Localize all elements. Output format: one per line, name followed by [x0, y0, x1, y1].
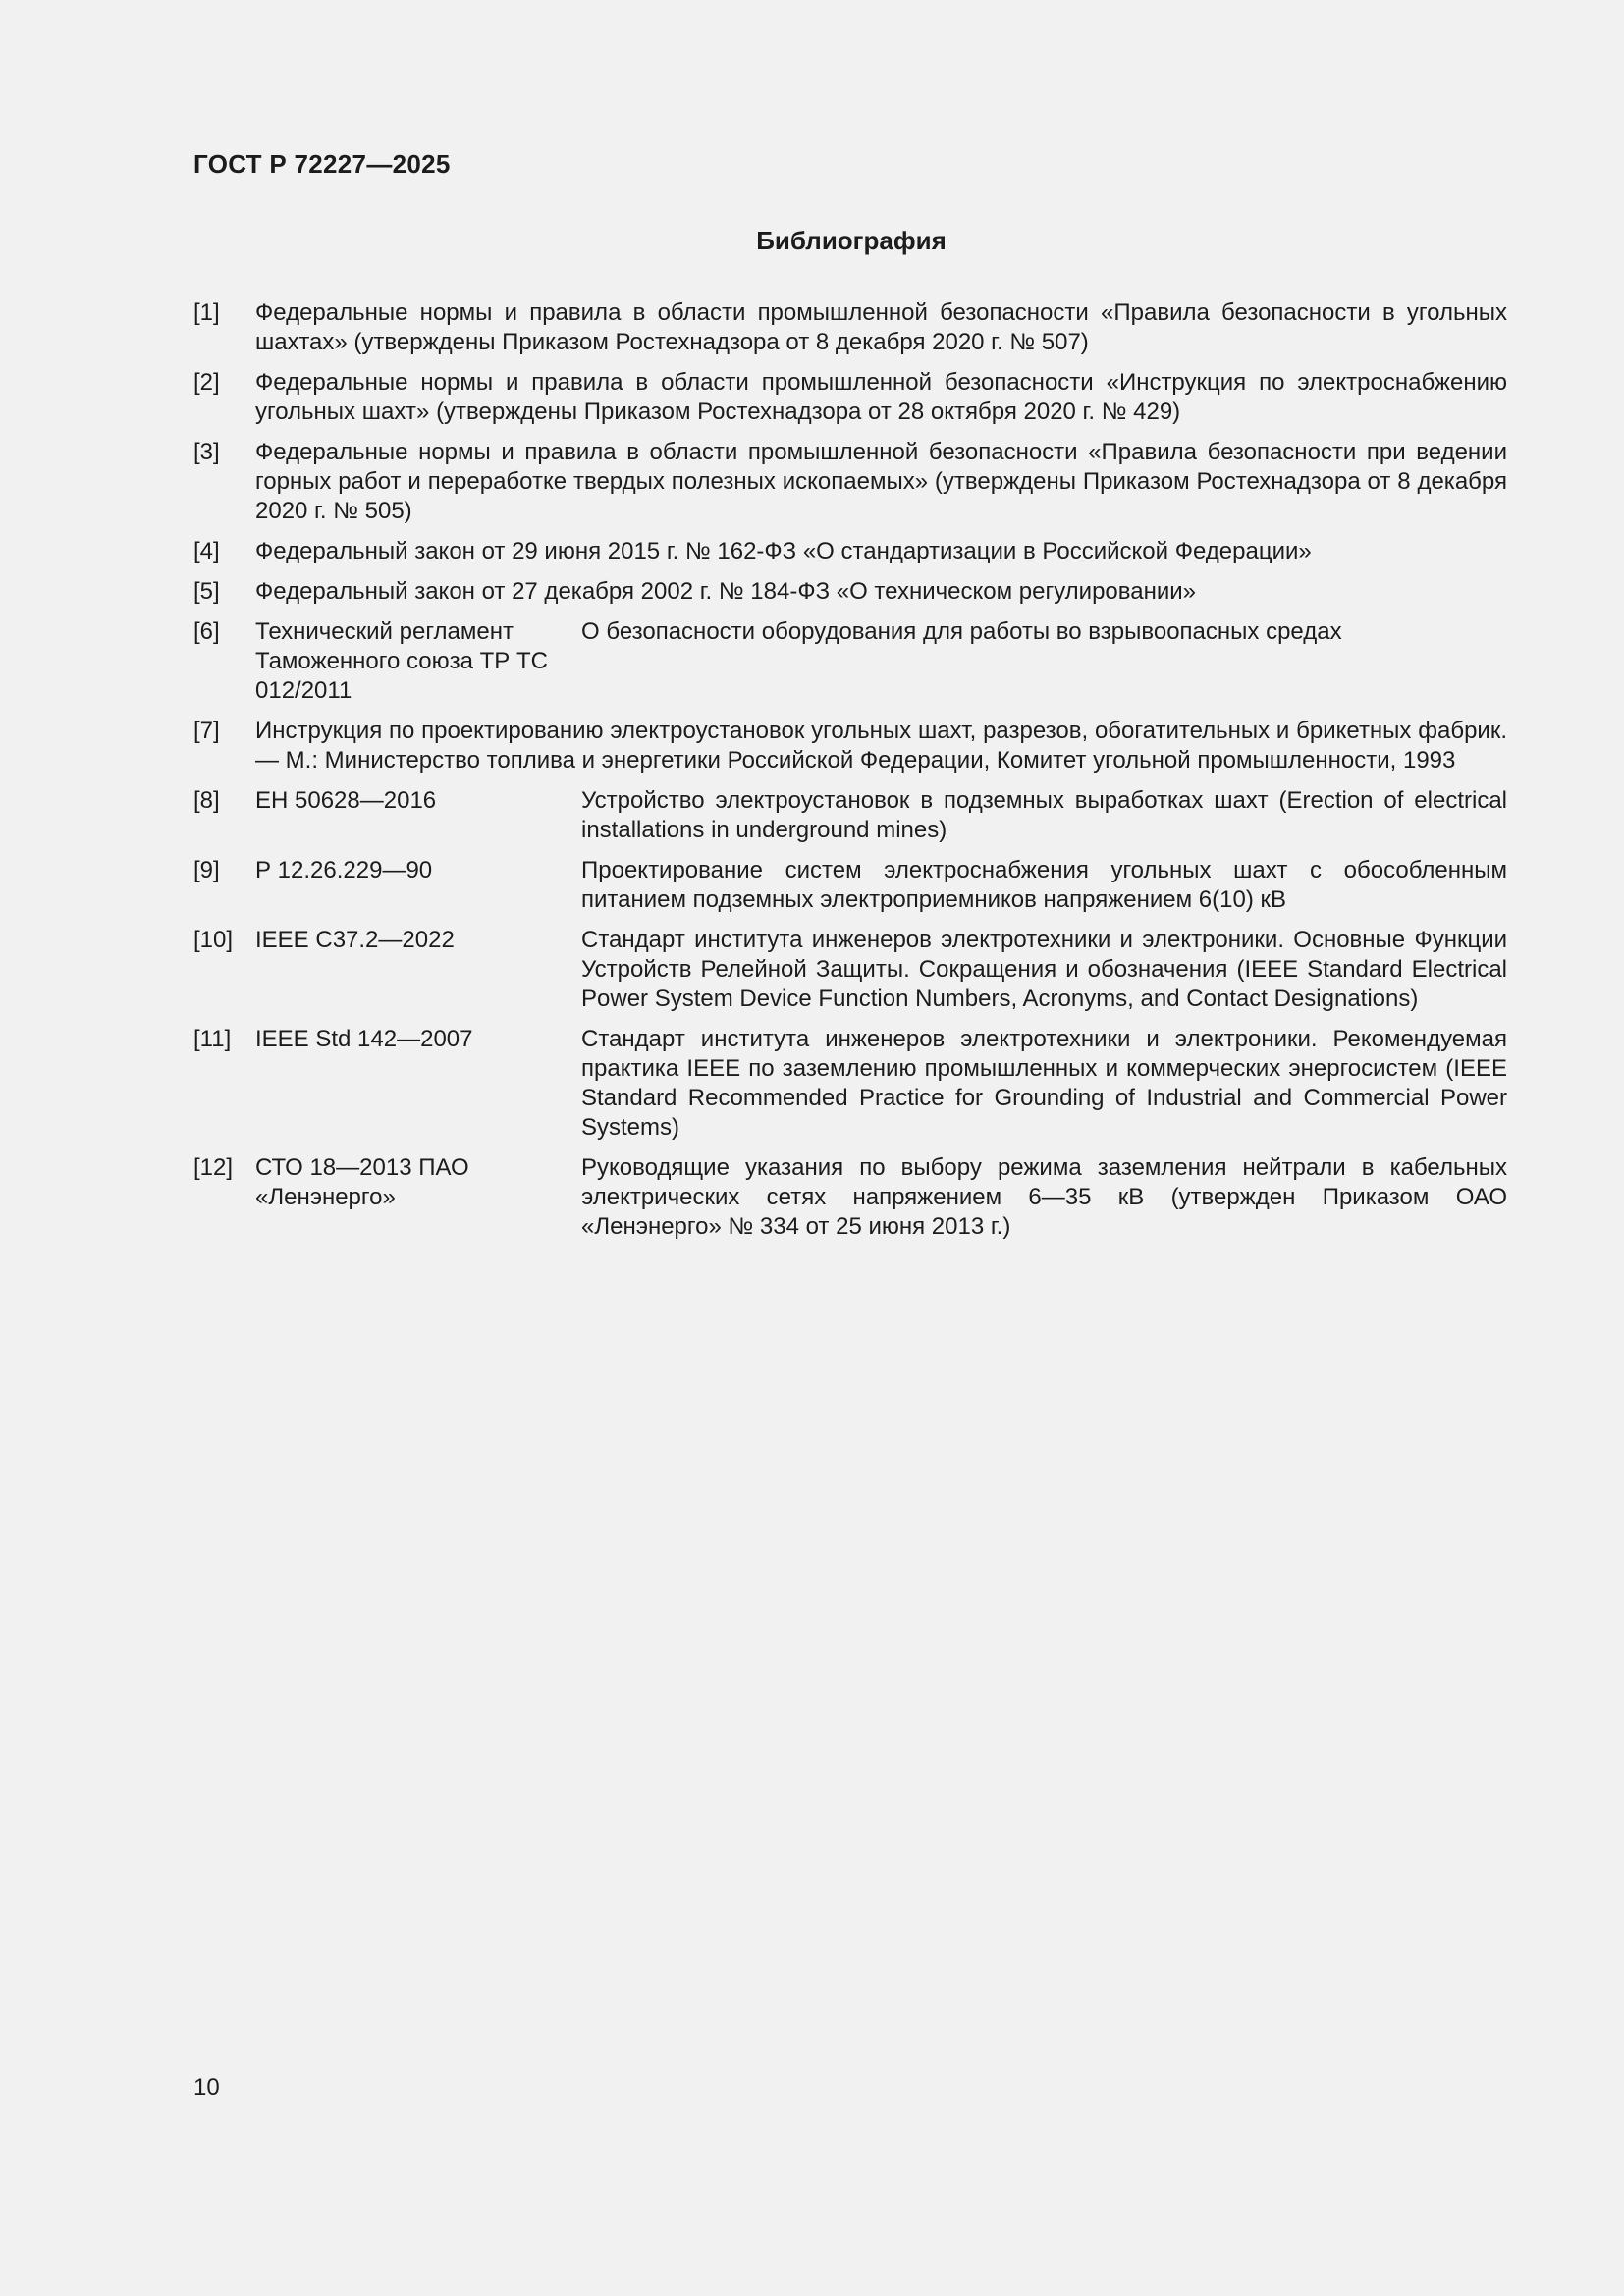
bibliography-entry [193, 786, 1507, 845]
entry-number: [6] [193, 618, 220, 645]
bibliography-entry [193, 537, 1507, 566]
entry-title: О безопасности оборудования для работы во взрывоопасных средах [581, 618, 1342, 645]
entry-designation: ЕН 50628—2016 [255, 787, 437, 814]
bibliography-entry [193, 298, 1507, 357]
bibliography-entry [193, 577, 1507, 607]
entry-designation: СТО 18—2013 ПАО «Ленэнерго» [255, 1154, 469, 1210]
entry-designation: Технический регламент Таможенного союза ТР ТС 012/2011 [255, 618, 548, 704]
entry-title: Проектирование систем электроснабжения угольных шахт с обособленным питанием подземных электроприемников напряжением 6(10) кВ [581, 857, 1507, 913]
entry-number: [7] [193, 718, 220, 744]
entry-number: [4] [193, 538, 220, 564]
bibliography-entry [193, 368, 1507, 427]
entry-number: [11] [193, 1026, 232, 1052]
entry-title: Стандарт института инженеров электротехники и электроники. Рекомендуемая практика IEEE по заземлению промышленных и коммерческих энергосистем (IEEE Standard Recommended Practice for Grounding of Industrial and Commercial Power Systems) [581, 1026, 1507, 1141]
entry-designation: IEEE C37.2—2022 [255, 927, 455, 953]
entry-text: Федеральные нормы и правила в области промышленной безопасности «Правила безопасности в угольных шахтах» (утверждены Приказом Ростехнадзора от 8 декабря 2020 г. № 507) [255, 299, 1507, 355]
bibliography-entry [193, 617, 1507, 706]
section-title: Библиография [756, 226, 947, 255]
entry-number: [9] [193, 857, 220, 883]
entry-text: Федеральные нормы и правила в области промышленной безопасности «Правила безопасности при ведении горных работ и переработке твердых полезных ископаемых» (утверждены Приказом Ростехнадзора от 8 декабря 2020 г. № 505) [255, 439, 1507, 524]
entry-title: Устройство электроустановок в подземных выработках шахт (Erection of electrical installations in underground mines) [581, 787, 1507, 843]
bibliography-entry [193, 717, 1507, 775]
entry-title: Руководящие указания по выбору режима заземления нейтрали в кабельных электрических сетях напряжением 6—35 кВ (утвержден Приказом ОАО «Ленэнерго» № 334 от 25 июня 2013 г.) [581, 1154, 1507, 1240]
page-number: 10 [193, 2074, 220, 2101]
bibliography-entry [193, 438, 1507, 526]
entry-text: Инструкция по проектированию электроустановок угольных шахт, разрезов, обогатительных и брикетных фабрик. — М.: Министерство топлива и энергетики Российской Федерации, Комитет угольной промышленности, 1993 [255, 718, 1507, 774]
entry-designation: Р 12.26.229—90 [255, 857, 433, 883]
entry-number: [12] [193, 1154, 234, 1181]
bibliography-entry [193, 926, 1507, 1014]
bibliography-list [193, 298, 1507, 1253]
entry-number: [5] [193, 578, 220, 605]
entry-number: [2] [193, 369, 220, 396]
entry-number: [10] [193, 927, 234, 953]
entry-text: Федеральные нормы и правила в области промышленной безопасности «Инструкция по электроснабжению угольных шахт» (утверждены Приказом Ростехнадзора от 28 октября 2020 г. № 429) [255, 369, 1507, 425]
entry-text: Федеральный закон от 27 декабря 2002 г. № 184-ФЗ «О техническом регулировании» [255, 578, 1197, 605]
entry-number: [1] [193, 299, 220, 326]
entry-number: [8] [193, 787, 220, 814]
entry-title: Стандарт института инженеров электротехники и электроники. Основные Функции Устройств Релейной Защиты. Сокращения и обозначения (IEEE Standard Electrical Power System Device Function Numbers, Acronyms, and Contact Designations) [581, 927, 1507, 1012]
entry-text: Федеральный закон от 29 июня 2015 г. № 162-ФЗ «О стандартизации в Российской Федерации» [255, 538, 1312, 564]
document-header: ГОСТ Р 72227—2025 [193, 149, 451, 179]
bibliography-entry [193, 1153, 1507, 1242]
entry-number: [3] [193, 439, 220, 465]
bibliography-entry [193, 856, 1507, 915]
entry-designation: IEEE Std 142—2007 [255, 1026, 473, 1052]
bibliography-entry [193, 1025, 1507, 1143]
